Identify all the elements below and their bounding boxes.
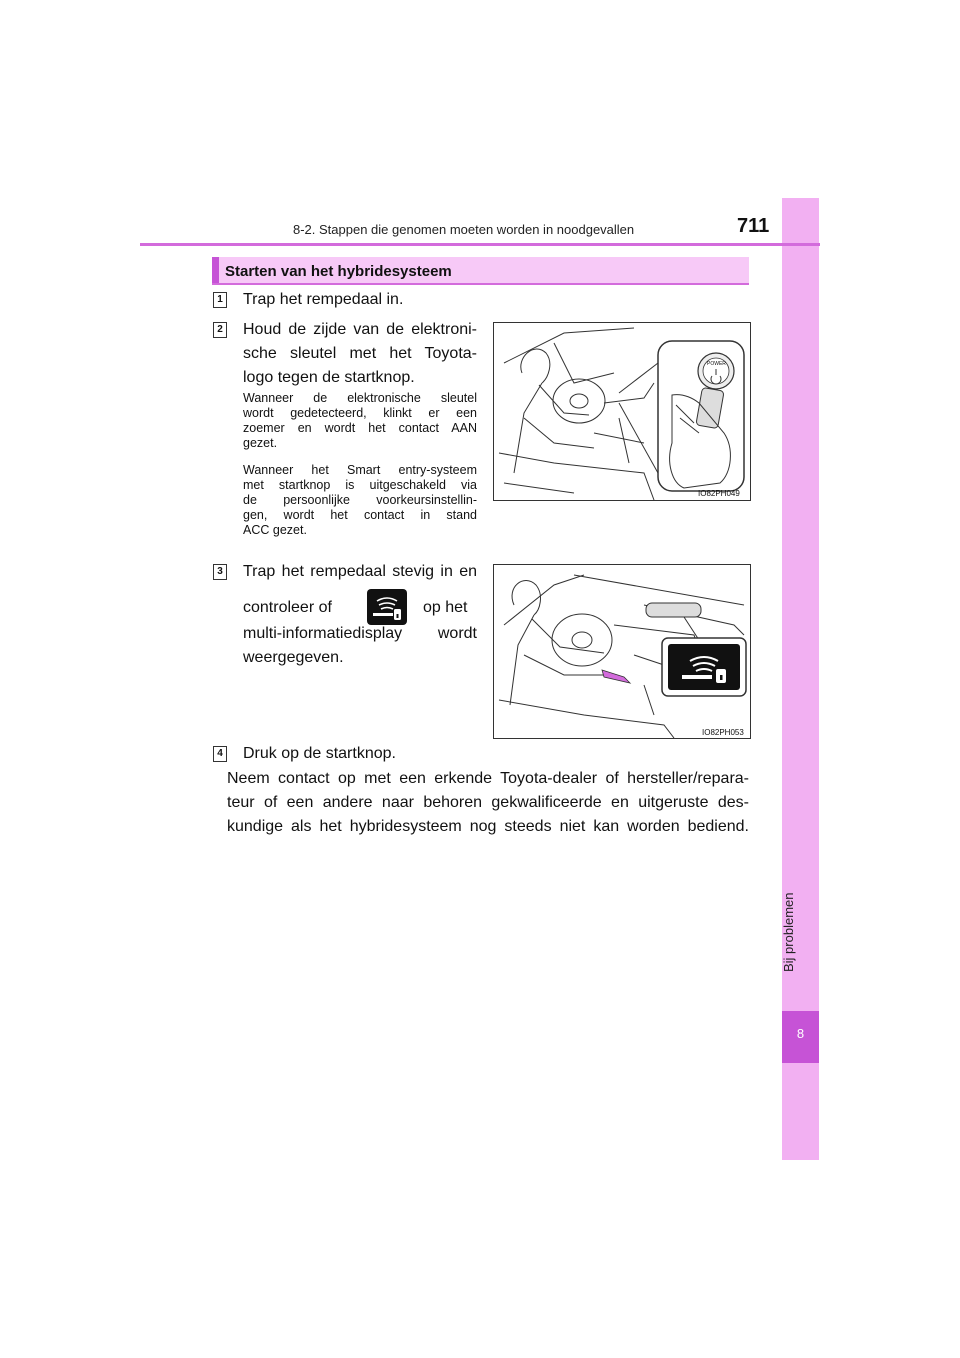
step-4-text: Druk op de startknop. [243, 745, 396, 762]
step-3-line: Trap het rempedaal stevig in en [243, 563, 477, 580]
note-line: wordt gedetecteerd, klinkt er een [243, 406, 477, 420]
step-2-line: logo tegen de startknop. [243, 369, 415, 386]
step-3-line: weergegeven. [243, 649, 344, 666]
chapter-side-tab [782, 198, 819, 1160]
note-line: Wanneer het Smart entry-systeem [243, 463, 477, 477]
step-2-line: sche sleutel met het Toyota- [243, 345, 477, 362]
note-line: Wanneer de elektronische sleutel [243, 391, 477, 405]
driver-illustration [494, 323, 750, 500]
chapter-label-wrap [777, 858, 807, 988]
dashboard-illustration [494, 565, 750, 738]
step-3-line: multi-informatiedisplay wordt [243, 625, 477, 642]
note-line: gezet. [243, 436, 278, 450]
note-line: ACC gezet. [243, 523, 307, 537]
key-indicator-icon [367, 589, 407, 625]
note-line: de persoonlijke voorkeursinstellin- [243, 493, 477, 507]
section-title: Starten van het hybridesysteem [225, 263, 452, 280]
figure-code: IO82PH053 [702, 728, 744, 737]
section-bar-underline [212, 283, 749, 285]
step-3-line-part: op het [423, 599, 468, 616]
section-bar-accent [212, 257, 219, 285]
step-number-2: 2 [213, 322, 227, 338]
figure-code: IO82PH049 [698, 489, 740, 498]
closing-line: kundige als het hybridesysteem nog steeds niet kan worden bediend. [227, 818, 749, 835]
figure-start-button [493, 322, 751, 501]
note-line: met startknop is uitgeschakeld via [243, 478, 477, 492]
chapter-label: Bij problemen [781, 892, 796, 972]
closing-line: Neem contact op met een erkende Toyota-dealer of hersteller/repara- [227, 770, 749, 787]
step-number-4: 4 [213, 746, 227, 762]
note-line: zoemer en wordt het contact AAN [243, 421, 477, 435]
power-label: POWER [707, 361, 726, 367]
step-1-text: Trap het rempedaal in. [243, 291, 404, 308]
note-line: gen, wordt het contact in stand [243, 508, 477, 522]
figure-multi-info-display [493, 564, 751, 739]
step-2-line: Houd de zijde van de elektroni- [243, 321, 477, 338]
section-path: 8-2. Stappen die genomen moeten worden in noodgevallen [293, 222, 635, 237]
power-button-icon [698, 353, 734, 389]
step-3-line-part: controleer of [243, 599, 332, 616]
step-number-3: 3 [213, 564, 227, 580]
step-number-1: 1 [213, 292, 227, 308]
header-rule [140, 243, 820, 246]
chapter-number: 8 [796, 1026, 805, 1041]
closing-line: teur of een andere naar behoren gekwalificeerde en uitgeruste des- [227, 794, 749, 811]
page-number: 711 [737, 215, 770, 237]
